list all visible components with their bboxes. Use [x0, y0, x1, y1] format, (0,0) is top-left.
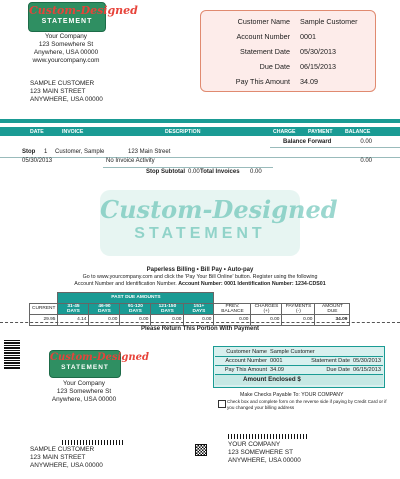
watermark-logo: [100, 190, 338, 256]
subtotal-row: [0, 167, 400, 177]
summary-label: Account Number: [236, 32, 290, 41]
aging-value: 4.14: [58, 314, 89, 325]
summary-value: 05/30/2013: [300, 47, 336, 56]
divider: [0, 119, 400, 123]
aging-value: 0.00: [251, 314, 282, 325]
row-date: 05/30/2013: [22, 158, 53, 164]
summary-label: Due Date: [259, 62, 290, 71]
remit-to-address: [228, 441, 301, 465]
row-description: No Invoice Activity: [106, 158, 155, 164]
summary-label: Pay This Amount: [235, 77, 290, 86]
summary-label: Statement Date: [240, 47, 290, 56]
paperless-title: Paperless Billing • Bill Pay • Auto-pay: [146, 267, 254, 273]
aging-head: AMOUNT DUE: [315, 303, 350, 314]
return-notice: Please Return This Portion With Payment: [141, 326, 259, 332]
aging-value: 0.00: [184, 314, 214, 325]
remit-row: [215, 366, 383, 375]
company-street: 123 Somewhere St: [38, 41, 94, 48]
remit-row: [215, 348, 383, 357]
aging-head: 91-120 DAYS: [120, 303, 151, 314]
logo-line2: STATEMENT: [29, 18, 105, 25]
company-web: www.yourcompany.com: [32, 57, 100, 64]
vertical-barcode: [4, 340, 20, 370]
postal-barcode: [228, 434, 308, 439]
summary-row: [201, 29, 375, 44]
remit-value: 0001: [270, 358, 283, 364]
stop-subtotal-value: 0.00: [188, 169, 200, 175]
summary-row: [201, 44, 375, 59]
company-city: Anywhere, USA 00000: [51, 396, 117, 403]
col-invoice: INVOICE: [62, 128, 84, 135]
aging-value: 0.00: [214, 314, 251, 325]
aging-head: 151+ DAYS: [184, 303, 214, 314]
remit-label: Account Number: [225, 358, 267, 364]
paperless-line1: Go to www.yourcompany.com and click the 'Pay Your Bill Online' button. Register using the following: [82, 274, 318, 281]
balance-forward-label: Balance Forward: [283, 139, 332, 145]
customer-name: SAMPLE CUSTOMER: [30, 80, 95, 87]
company-name: Your Company: [44, 33, 88, 40]
stop-row: [0, 148, 400, 158]
aging-value: 29.95: [30, 314, 58, 325]
qr-code: [195, 444, 207, 456]
customer-street: 123 MAIN STREET: [30, 88, 86, 95]
stop-customer: Customer, Sample: [55, 149, 105, 155]
company-name: Your Company: [62, 380, 106, 387]
aging-head: PAYMENTS (-): [282, 303, 315, 314]
amount-enclosed-field[interactable]: Amount Enclosed $: [215, 375, 383, 385]
aging-head: CURRENT: [30, 303, 58, 314]
company-logo: [49, 350, 149, 378]
col-payment: PAYMENT: [308, 128, 333, 135]
paperless-line2: [0, 281, 400, 288]
balance-forward-row: [270, 138, 400, 148]
past-due-header: PAST DUE AMOUNTS: [58, 293, 214, 304]
remit-value: 34.09: [270, 367, 284, 373]
remit-label2: Statement Date: [311, 358, 350, 364]
logo-line2: STATEMENT: [50, 365, 120, 372]
aging-value: 0.00: [89, 314, 120, 325]
aging-amount-due: 34.09: [315, 314, 350, 325]
customer-city: ANYWHERE, USA 00000: [30, 462, 103, 469]
col-charge: CHARGE: [273, 128, 296, 135]
summary-value: 34.09: [300, 77, 318, 86]
remit-label: Customer Name: [226, 349, 267, 355]
company-city: Anywhere, USA 00000: [33, 49, 99, 56]
row-balance: 0.00: [360, 158, 372, 164]
perforation-line: [0, 322, 400, 323]
paperless-account-info: Account Number: 0001 Identification Number: 1234-CDS01: [178, 281, 326, 288]
customer-address: [30, 80, 103, 104]
summary-row: [201, 74, 375, 89]
remit-label: Pay This Amount: [224, 367, 267, 373]
summary-value: 06/15/2013: [300, 62, 336, 71]
summary-value: Sample Customer: [300, 17, 358, 26]
remit-company-street: 123 SOMEWHERE ST: [228, 449, 293, 456]
summary-label: Customer Name: [237, 17, 290, 26]
company-street: 123 Somewhere St: [56, 388, 112, 395]
aging-head: 31-45 DAYS: [58, 303, 89, 314]
col-date: DATE: [30, 128, 44, 135]
aging-head: CHARGES (+): [251, 303, 282, 314]
aging-head: 46-90 DAYS: [89, 303, 120, 314]
logo-line1: Custom-Designed: [50, 352, 149, 363]
account-summary: [200, 10, 376, 92]
payable-note: Make Checks Payable To: YOUR COMPANY: [240, 392, 344, 398]
customer-name: SAMPLE CUSTOMER: [30, 446, 95, 453]
customer-address: [30, 446, 103, 470]
aging-head: 121-150 DAYS: [151, 303, 184, 314]
customer-city: ANYWHERE, USA 00000: [30, 96, 103, 103]
customer-street: 123 MAIN STREET: [30, 454, 86, 461]
balance-forward-value: 0.00: [360, 139, 372, 145]
statement-table-header: [0, 127, 400, 136]
watermark-line2: STATEMENT: [134, 225, 266, 242]
stop-number: 1: [44, 149, 48, 155]
summary-row: [201, 14, 375, 29]
remit-value2: 06/15/2013: [353, 367, 381, 373]
remit-summary: [213, 346, 385, 388]
aging-value: 0.00: [282, 314, 315, 325]
aging-head: PREV. BALANCE: [214, 303, 251, 314]
paperless-line2-text: Account Number and Identification Number.: [74, 281, 177, 288]
credit-card-checkbox[interactable]: [218, 400, 226, 408]
aging-value: 0.00: [151, 314, 184, 325]
watermark-line1: Custom-Designed: [100, 195, 338, 224]
table-row: [0, 158, 400, 167]
company-address: [36, 380, 132, 404]
aging-value: 0.00: [120, 314, 151, 325]
remit-company-name: YOUR COMPANY: [228, 441, 281, 448]
company-logo: [28, 2, 138, 32]
total-invoices-label: Total Invoices: [200, 169, 240, 175]
remit-value2: 05/30/2013: [353, 358, 381, 364]
col-balance: BALANCE: [345, 128, 371, 135]
summary-row: [201, 59, 375, 74]
company-address: [18, 33, 114, 65]
paperless-section: [0, 266, 400, 288]
checkbox-text: Check box and complete form on the reverse side if paying by Credit Card or if you changed your billing address: [227, 399, 387, 410]
remit-row: [215, 357, 383, 366]
summary-value: 0001: [300, 32, 316, 41]
postal-barcode: [62, 440, 124, 445]
remit-value: Sample Customer: [270, 349, 315, 355]
stop-label: Stop: [22, 149, 36, 155]
stop-address: 123 Main Street: [128, 149, 171, 155]
logo-line1: Custom-Designed: [29, 4, 138, 17]
remit-company-city: ANYWHERE, USA 00000: [228, 457, 301, 464]
aging-table: [29, 292, 350, 326]
remit-label2: Due Date: [326, 367, 350, 373]
total-invoices-value: 0.00: [250, 169, 262, 175]
col-description: DESCRIPTION: [165, 128, 201, 135]
stop-subtotal-label: Stop Subtotal: [146, 169, 185, 175]
